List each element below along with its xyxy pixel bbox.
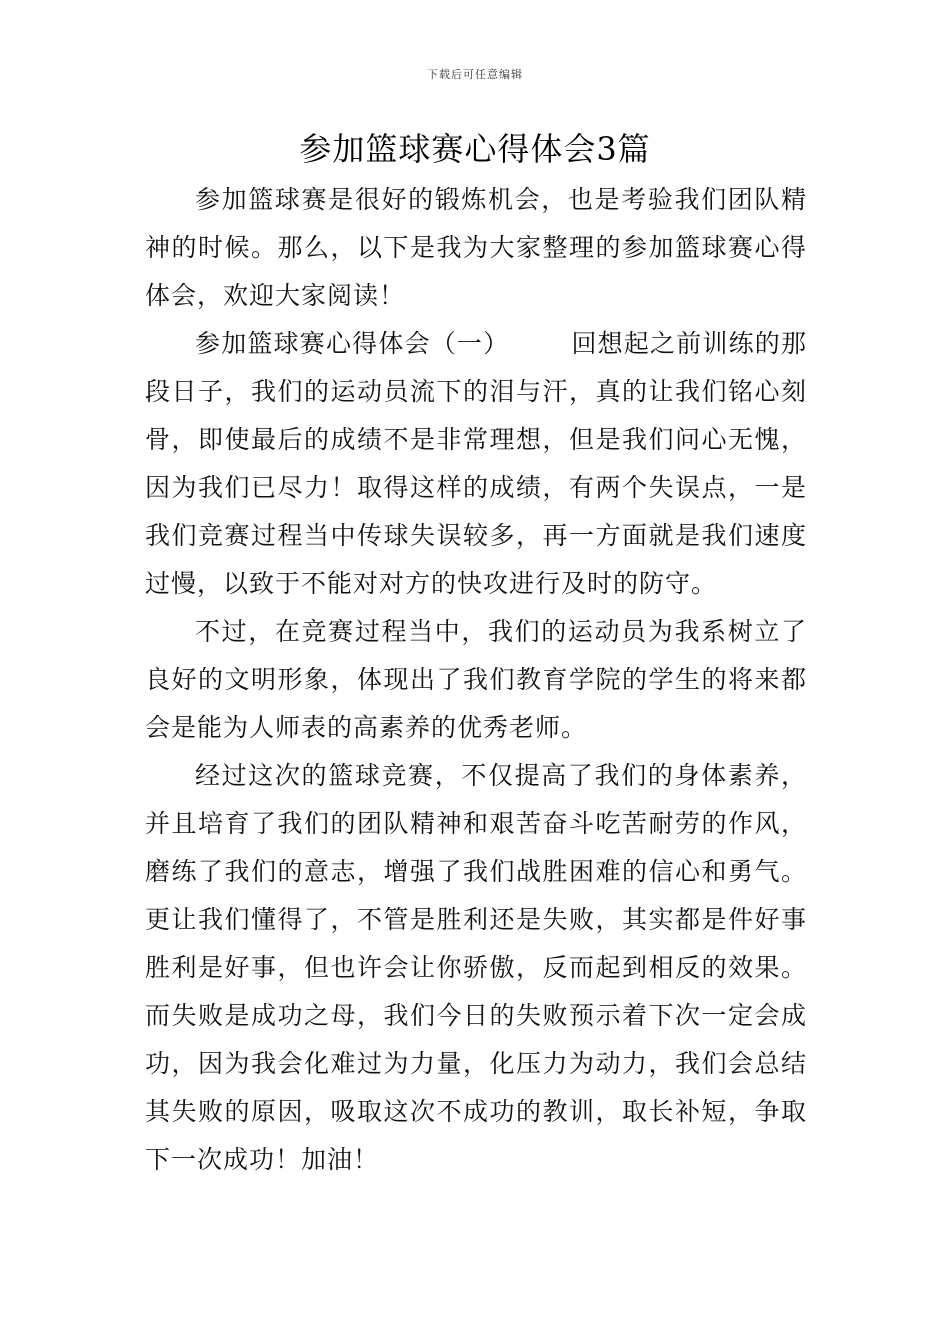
paragraph-2: 不过，在竞赛过程当中，我们的运动员为我系树立了良好的文明形象，体现出了我们教育学院的学生的将来都会是能为人师表的高素养的优秀老师。 <box>145 617 807 742</box>
section-1-text: 回想起之前训练的那段日子，我们的运动员流下的泪与汗，真的让我们铭心刻骨，即使最后的成绩不是非常理想，但是我们问心无愧，因为我们已尽力！取得这样的成绩，有两个失误点，一是我们竞赛过程当中传球失误较多，再一方面就是我们速度过慢，以致于不能对对方的快攻进行及时的防守。 <box>145 329 807 598</box>
section-1-paragraph <box>145 320 807 608</box>
paragraph-3: 经过这次的篮球竞赛，不仅提高了我们的身体素养，并且培育了我们的团队精神和艰苦奋斗吃苦耐劳的作风，磨练了我们的意志，增强了我们战胜困难的信心和勇气。更让我们懂得了，不管是胜利还是失败，其实都是件好事胜利是好事，但也许会让你骄傲，反而起到相反的效果。而失败是成功之母，我们今日的失败预示着下次一定会成功，因为我会化难过为力量，化压力为动力，我们会总结其失败的原因，吸取这次不成功的教训，取长补短，争取下一次成功！加油！ <box>145 761 807 1174</box>
section-1-heading: 参加篮球赛心得体会（一） <box>195 329 510 358</box>
intro-paragraph: 参加篮球赛是很好的锻炼机会，也是考验我们团队精神的时候。那么，以下是我为大家整理的参加篮球赛心得体会，欢迎大家阅读！ <box>145 185 807 310</box>
document-body <box>145 176 807 1184</box>
header-note: 下载后可任意编辑 <box>427 68 523 81</box>
document-title: 参加篮球赛心得体会3篇 <box>299 130 651 168</box>
